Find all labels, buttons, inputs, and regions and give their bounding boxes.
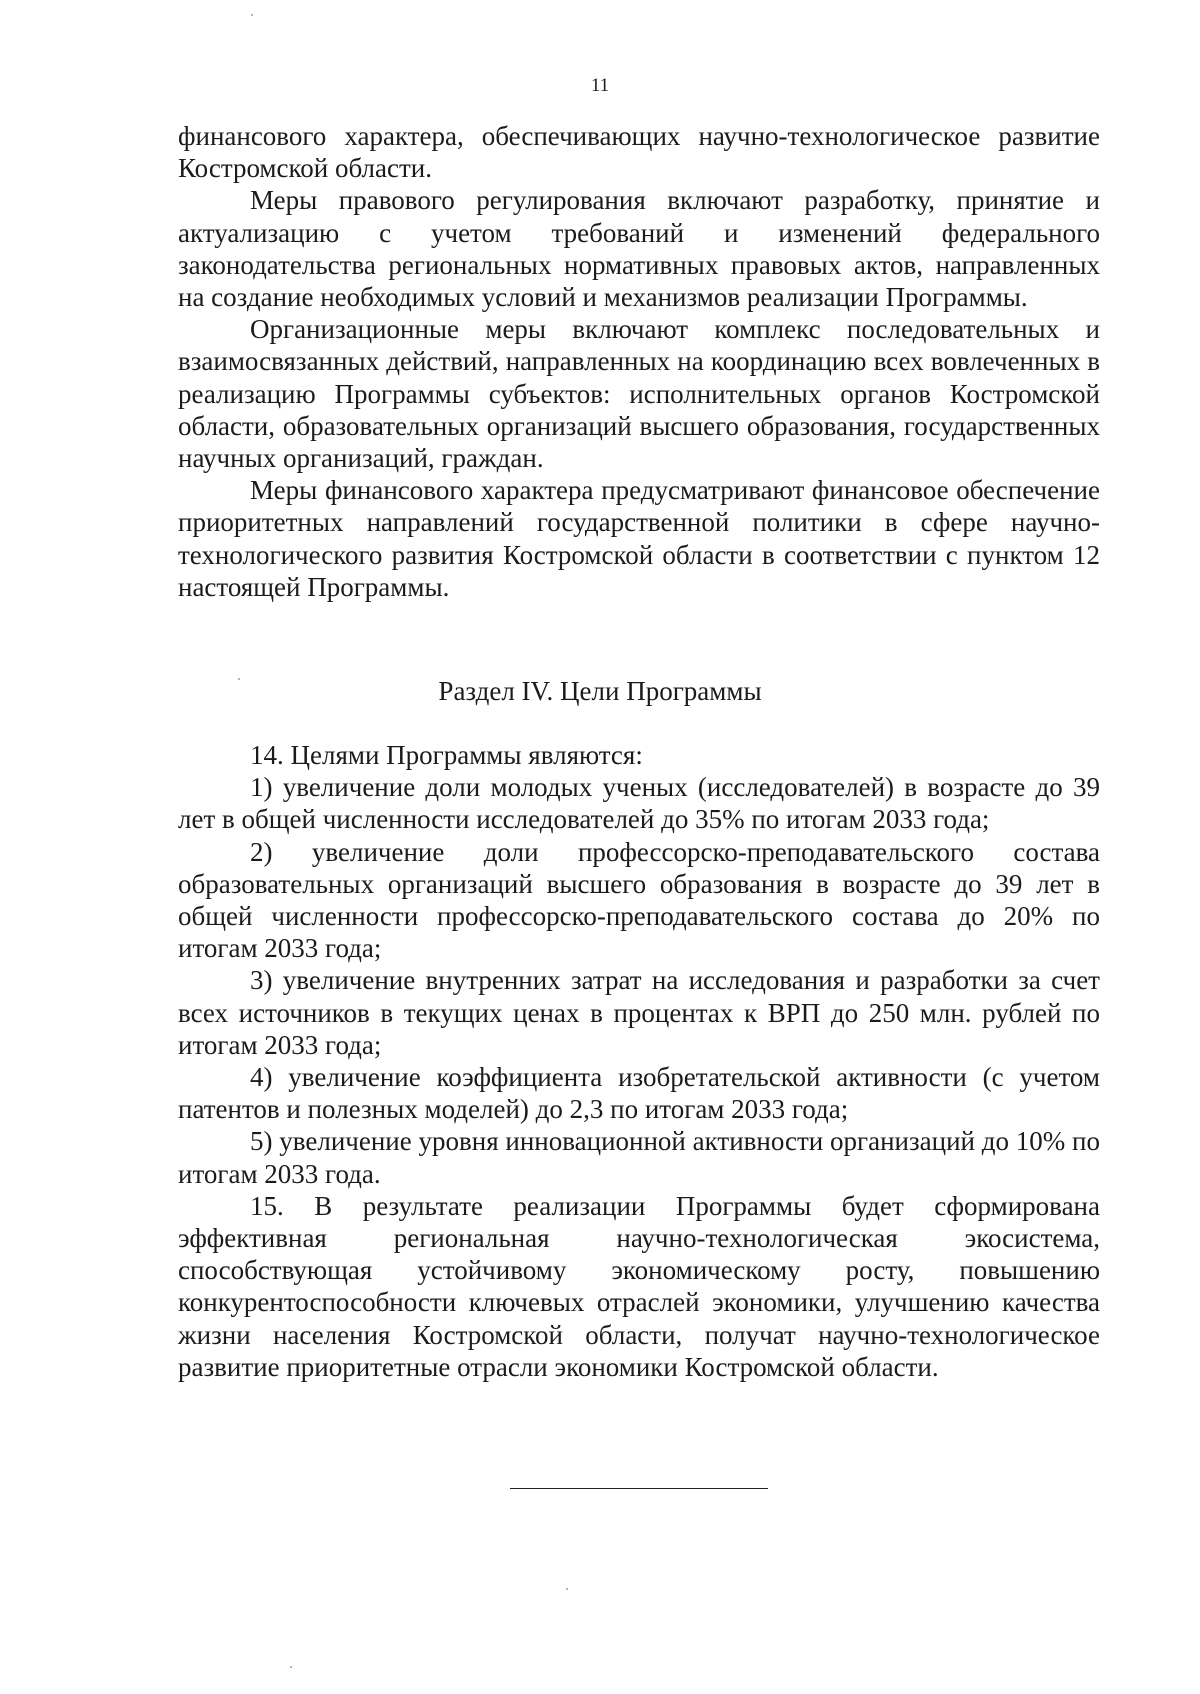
scan-speck <box>290 1666 292 1668</box>
list-item-goal-5: 5) увеличение уровня инновационной активности организаций до 10% по итогам 2033 года. <box>178 1126 1100 1189</box>
list-item-goal-2: 2) увеличение доли профессорско-преподавательского состава образовательных организаций высшего образования в возрасте до 39 лет в общей численности профессорско-преподавательского состава до 20% по итогам 2033 года; <box>178 836 1100 964</box>
scan-speck <box>251 14 253 16</box>
list-item-goal-3: 3) увеличение внутренних затрат на исследования и разработки за счет всех источников в текущих ценах в процентах к ВРП до 250 млн. рублей по итогам 2033 года; <box>178 965 1100 1060</box>
page-number: 11 <box>590 75 610 96</box>
paragraph-goals-intro: 14. Целями Программы являются: <box>250 740 643 770</box>
paragraph-expected-results: 15. В результате реализации Программы будет сформирована эффективная региональная научно-технологическая экосистема, способствующая устойчивому экономическому росту, повышению конкурентоспособности ключевых отраслей экономики, улучшению качества жизни населения Костромской области, получат научно-технологическое развитие приоритетные отрасли экономики Костромской области. <box>178 1190 1100 1382</box>
section-heading: Раздел IV. Цели Программы <box>438 676 762 706</box>
body-text-after-heading <box>178 739 1100 1383</box>
scan-speck <box>238 678 240 680</box>
body-text-before-heading <box>178 120 1100 603</box>
paragraph-legal-regulation: Меры правового регулирования включают разработку, принятие и актуализацию с учетом требований и изменений федерального законодательства региональных нормативных правовых актов, направленных на создание необходимых условий и механизмов реализации Программы. <box>178 185 1100 313</box>
list-item-goal-1: 1) увеличение доли молодых ученых (исследователей) в возрасте до 39 лет в общей численности исследователей до 35% по итогам 2033 года; <box>178 772 1100 835</box>
list-item-goal-4: 4) увеличение коэффициента изобретательской активности (с учетом патентов и полезных моделей) до 2,3 по итогам 2033 года; <box>178 1062 1100 1125</box>
end-of-document-rule <box>510 1488 768 1489</box>
paragraph-financial-measures: Меры финансового характера предусматривают финансовое обеспечение приоритетных направлений государственной политики в сфере научно-технологического развития Костромской области в соответствии с пунктом 12 настоящей Программы. <box>178 475 1100 602</box>
paragraph-organizational-measures: Организационные меры включают комплекс последовательных и взаимосвязанных действий, направленных на координацию всех вовлеченных в реализацию Программы субъектов: исполнительных органов Костромской области, образовательных организаций высшего образования, государственных научных организаций, граждан. <box>178 314 1100 474</box>
scan-speck <box>566 1588 568 1590</box>
paragraph-continuation: финансового характера, обеспечивающих научно-технологическое развитие Костромской области. <box>178 121 1100 184</box>
